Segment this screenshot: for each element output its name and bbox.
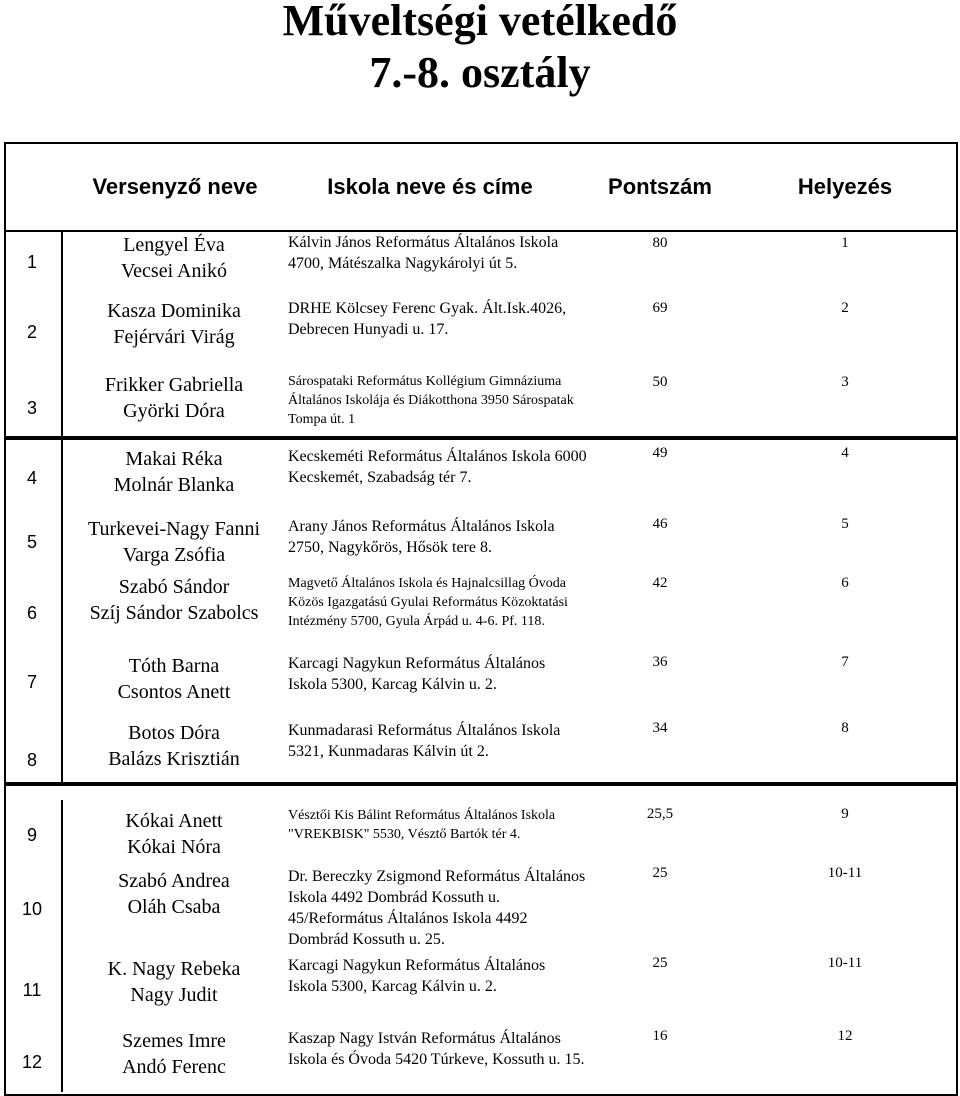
- contestant-name: Szíj Sándor Szabolcs: [89, 602, 259, 624]
- score-value: 69: [652, 300, 668, 316]
- school-info: Kecskeméti Református Általános Iskola 6000 Kecskemét, Szabadság tér 7.: [288, 448, 587, 486]
- contestant-name: Molnár Blanka: [113, 474, 235, 496]
- score-value: 16: [652, 1028, 668, 1044]
- contestant-name: Andó Ferenc: [122, 1056, 226, 1078]
- score-value: 80: [652, 235, 668, 251]
- contestant-name: Oláh Csaba: [127, 896, 221, 918]
- score-value: 36: [652, 654, 668, 670]
- school-info: Arany János Református Általános Iskola 2750, Nagykőrös, Hősök tere 8.: [288, 518, 555, 556]
- school-info: Vésztői Kis Bálint Református Általános Iskola "VREKBISK" 5530, Vésztő Bartók tér 4.: [288, 808, 556, 842]
- place-value: 5: [841, 516, 849, 532]
- header-school: Iskola neve és címe: [327, 173, 533, 199]
- contestant-name: K. Nagy Rebeka: [107, 958, 241, 980]
- place-value: 2: [841, 300, 849, 316]
- contestant-name: Szemes Imre: [122, 1030, 226, 1052]
- score-value: 25: [652, 865, 668, 881]
- place-value: 7: [841, 654, 849, 670]
- school-info: Magvető Általános Iskola és Hajnalcsillag Óvoda Közös Igazgatású Gyulai Református Közoktatási Intézmény 5700, Gyula Árpád u. 4-6. Pf. 118.: [288, 576, 568, 629]
- score-value: 49: [652, 445, 668, 461]
- school-info: Dr. Bereczky Zsigmond Református Általános Iskola 4492 Dombrád Kossuth u. 45/Református Általános Iskola 4492 Dombrád Kossuth u. 25.: [288, 868, 586, 948]
- row-number: 12: [21, 1052, 43, 1072]
- contestant-name: Frikker Gabriella: [104, 374, 244, 396]
- score-value: 25: [652, 955, 668, 971]
- contestant-name: Tóth Barna: [128, 655, 220, 677]
- score-value: 42: [652, 575, 668, 591]
- school-info: DRHE Kölcsey Ferenc Gyak. Ált.Isk.4026, Debrecen Hunyadi u. 17.: [288, 300, 567, 338]
- header-place: Helyezés: [797, 173, 893, 199]
- number-divider: [61, 230, 63, 438]
- contestant-name: Balázs Krisztián: [108, 748, 240, 770]
- number-divider: [61, 438, 63, 784]
- row-number: 4: [26, 468, 37, 488]
- contestant-name: Turkevei-Nagy Fanni: [87, 518, 261, 540]
- contestant-name: Kasza Dominika: [107, 300, 241, 322]
- row-number: 8: [26, 750, 37, 770]
- contestant-name: Vecsei Anikó: [120, 260, 228, 282]
- row-number: 11: [22, 980, 42, 1000]
- row-number: 10: [21, 899, 43, 919]
- score-value: 34: [652, 720, 668, 736]
- contestant-name: Nagy Judit: [130, 984, 218, 1006]
- place-value: 6: [841, 575, 849, 591]
- school-info: Kaszap Nagy István Református Általános Iskola és Óvoda 5420 Túrkeve, Kossuth u. 15.: [288, 1030, 585, 1068]
- row-number: 7: [26, 672, 37, 692]
- place-value: 10-11: [827, 955, 863, 971]
- contestant-name: Lengyel Éva: [123, 234, 225, 256]
- place-value: 10-11: [827, 865, 863, 881]
- header-score: Pontszám: [608, 173, 712, 199]
- row-number: 3: [26, 398, 37, 418]
- row-number: 9: [26, 825, 37, 845]
- contestant-name: Varga Zsófia: [122, 544, 226, 566]
- page-title: Műveltségi vetélkedő: [282, 0, 678, 45]
- row-number: 2: [26, 322, 37, 342]
- place-value: 12: [837, 1028, 853, 1044]
- place-value: 1: [841, 235, 849, 251]
- row-number: 5: [26, 532, 37, 552]
- school-info: Karcagi Nagykun Református Általános Iskola 5300, Karcag Kálvin u. 2.: [288, 655, 546, 693]
- contestant-name: Botos Dóra: [128, 722, 220, 744]
- contestant-name: Csontos Anett: [117, 681, 231, 703]
- place-value: 3: [841, 374, 849, 390]
- contestant-name: Kókai Nóra: [127, 836, 221, 858]
- page-subtitle: 7.-8. osztály: [369, 48, 591, 97]
- school-info: Kálvin János Református Általános Iskola 4700, Mátészalka Nagykárolyi út 5.: [288, 234, 559, 272]
- school-info: Karcagi Nagykun Református Általános Iskola 5300, Karcag Kálvin u. 2.: [288, 957, 546, 995]
- school-info: Sárospataki Református Kollégium Gimnáziuma Általános Iskolája és Diákotthona 3950 Sárospatak Tompa út. 1: [288, 374, 574, 427]
- contestant-name: Szabó Andrea: [118, 870, 230, 892]
- row-number: 6: [26, 603, 37, 623]
- contestant-name: Fejérvári Virág: [113, 326, 235, 348]
- place-value: 9: [841, 806, 849, 822]
- contestant-name: Kókai Anett: [125, 810, 223, 832]
- score-value: 50: [652, 374, 668, 390]
- contestant-name: Makai Réka: [125, 448, 223, 470]
- contestant-name: Györki Dóra: [123, 400, 225, 422]
- header-name: Versenyző neve: [92, 173, 258, 199]
- place-value: 4: [841, 445, 849, 461]
- row-number: 1: [26, 252, 37, 272]
- place-value: 8: [841, 720, 849, 736]
- score-value: 46: [652, 516, 668, 532]
- number-divider: [61, 800, 63, 1092]
- score-value: 25,5: [646, 806, 674, 822]
- contestant-name: Szabó Sándor: [118, 576, 230, 598]
- school-info: Kunmadarasi Református Általános Iskola 5321, Kunmadaras Kálvin út 2.: [288, 722, 561, 760]
